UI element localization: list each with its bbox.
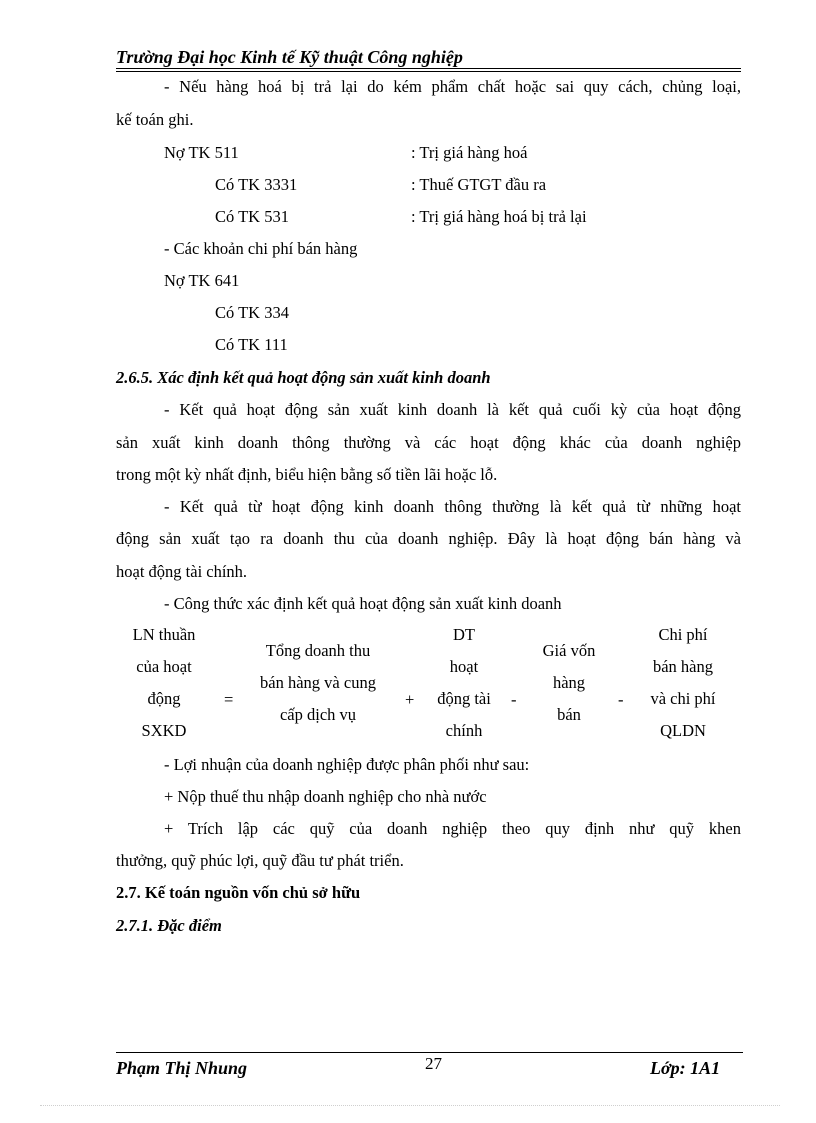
entry2-credit1: Có TK 334 [215, 303, 289, 322]
entry1-credit1: Có TK 3331 [215, 175, 298, 194]
entry1-credit2: Có TK 531 [215, 207, 289, 226]
formula-term-cogs [525, 635, 613, 731]
formula-term-line: Tổng doanh thu [265, 641, 371, 660]
formula-equals: = [224, 690, 234, 709]
formula-term-line: hàng [552, 673, 586, 692]
formula-lhs-line: của hoạt [136, 657, 192, 676]
paragraph-ordinary-line2: động sản xuất tạo ra doanh thu của doanh nghiệp. Đây là hoạt động bán hàng và [116, 529, 741, 548]
formula-term-financial-revenue [424, 619, 504, 747]
paragraph-tax: + Nộp thuế thu nhập doanh nghiệp cho nhà nước [164, 787, 487, 806]
formula-term-line: bán [557, 705, 581, 724]
formula-term-line: bán hàng [652, 657, 714, 676]
entry2-debit: Nợ TK 641 [164, 271, 240, 290]
formula-lhs-line: LN thuần [132, 625, 196, 644]
footer-page-number: 27 [425, 1054, 442, 1073]
paragraph-ordinary-line1: - Kết quả từ hoạt động kinh doanh thông thường là kết quả từ những hoạt [164, 497, 741, 516]
formula-term-line: chính [445, 721, 483, 740]
paragraph-result-line1: - Kết quả hoạt động sản xuất kinh doanh là kết quả cuối kỳ của hoạt động [164, 400, 741, 419]
paragraph-returned-goods-line1: - Nếu hàng hoá bị trả lại do kém phẩm chất hoặc sai quy cách, chủng loại, [164, 77, 741, 96]
paragraph-returned-goods-line2: kế toán ghi. [116, 110, 194, 129]
header-rule-double [116, 71, 741, 72]
formula-lhs-line: SXKD [141, 721, 187, 740]
formula-lhs-line: động [147, 689, 181, 708]
entry1-debit: Nợ TK 511 [164, 143, 239, 162]
paragraph-ordinary-line3: hoạt động tài chính. [116, 562, 248, 581]
formula-term-revenue [244, 635, 392, 731]
formula-minus-1: - [511, 690, 517, 709]
formula-term-line: Chi phí [658, 625, 708, 644]
formula-term-line: hoạt [449, 657, 479, 676]
formula-term-line: cấp dịch vụ [279, 705, 357, 724]
header-rule [116, 68, 741, 69]
header-title: Trường Đại học Kinh tế Kỹ thuật Công nghiệp [116, 47, 463, 67]
formula-lhs [116, 619, 212, 747]
footer-author: Phạm Thị Nhung [116, 1058, 248, 1078]
formula-term-line: động tài [437, 689, 491, 708]
entry2-credit2: Có TK 111 [215, 335, 288, 354]
section-heading-2-6-5: 2.6.5. Xác định kết quả hoạt động sản xuất kinh doanh [116, 368, 491, 387]
formula-minus-2: - [618, 690, 624, 709]
formula-term-line: Giá vốn [542, 641, 596, 660]
formula-term-line: và chi phí [650, 689, 716, 708]
formula-term-line: QLDN [660, 721, 706, 740]
paragraph-funds-line2: thưởng, quỹ phúc lợi, quỹ đầu tư phát triển. [116, 851, 404, 870]
footer-rule [116, 1052, 743, 1053]
page-bottom-border [40, 1105, 780, 1106]
paragraph-result-line2: sản xuất kinh doanh thông thường và các hoạt động khác của doanh nghiệp [116, 433, 741, 452]
formula-term-line: DT [453, 625, 475, 644]
paragraph-result-line3: trong một kỳ nhất định, biểu hiện bằng số tiền lãi hoặc lỗ. [116, 465, 498, 484]
section-heading-2-7: 2.7. Kế toán nguồn vốn chủ sở hữu [116, 883, 361, 902]
paragraph-selling-expenses: - Các khoản chi phí bán hàng [164, 239, 358, 258]
entry1-credit1-desc: : Thuế GTGT đầu ra [411, 175, 547, 194]
entry1-debit-desc: : Trị giá hàng hoá [411, 143, 528, 162]
formula-plus: + [405, 690, 415, 709]
formula-term-expenses [632, 619, 734, 747]
paragraph-formula-intro: - Công thức xác định kết quả hoạt động sản xuất kinh doanh [164, 594, 562, 613]
footer-class: Lớp: 1A1 [650, 1058, 721, 1078]
entry1-credit2-desc: : Trị giá hàng hoá bị trả lại [411, 207, 587, 226]
formula-term-line: bán hàng và cung [260, 673, 376, 692]
paragraph-profit-distribution: - Lợi nhuận của doanh nghiệp được phân phối như sau: [164, 755, 530, 774]
paragraph-funds-line1: + Trích lập các quỹ của doanh nghiệp theo quy định như quỹ khen [164, 819, 741, 838]
section-heading-2-7-1: 2.7.1. Đặc điểm [116, 916, 222, 935]
